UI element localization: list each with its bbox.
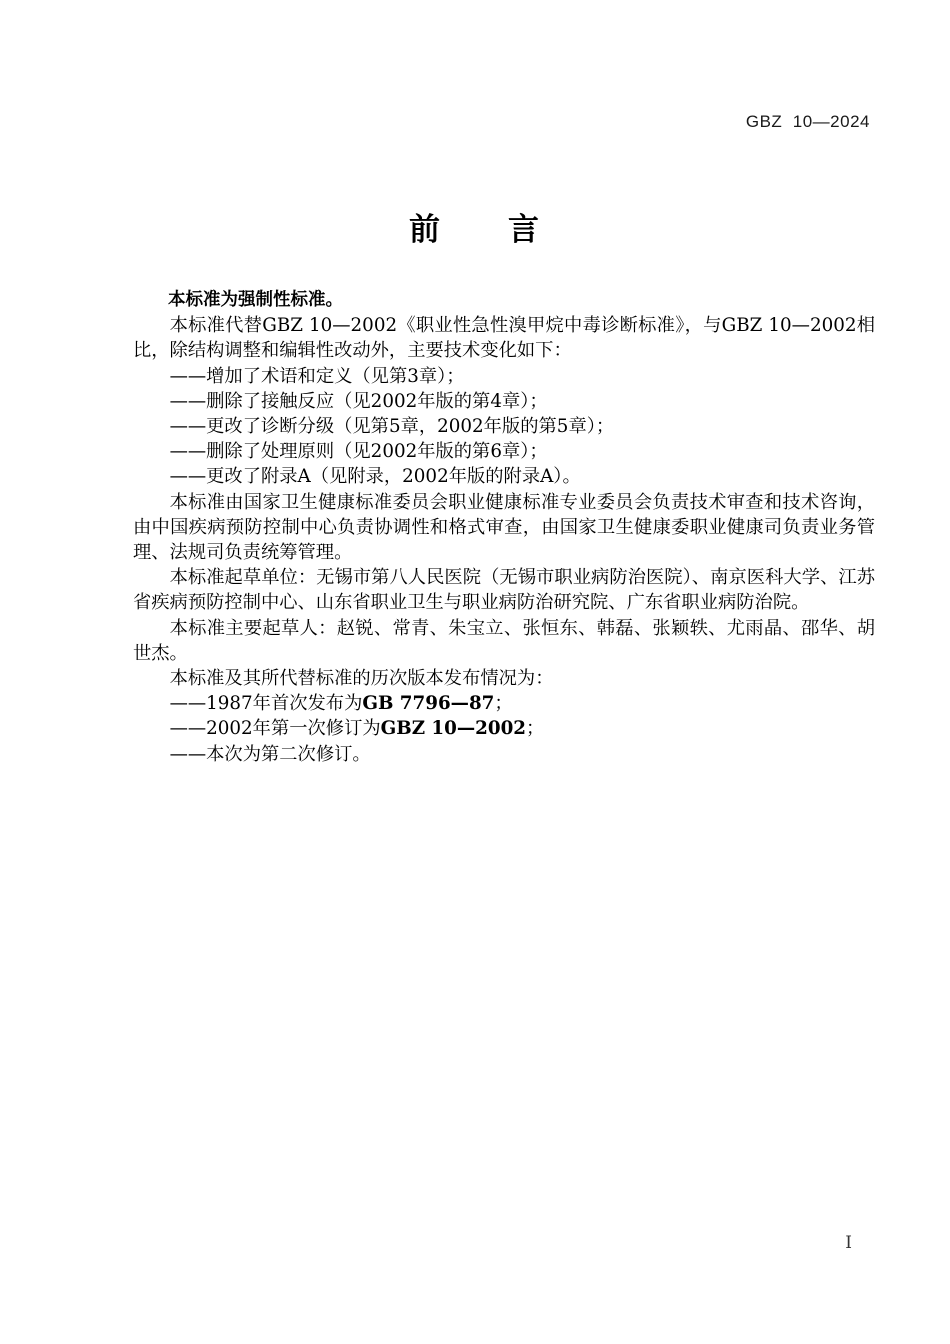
history-item-2 (133, 716, 875, 741)
foreword-body (133, 288, 875, 767)
history-item-2-suffix: ； (526, 718, 545, 740)
history-item-3-prefix: ——本次为第二次修订。 (169, 743, 371, 765)
drafters-paragraph: 本标准主要起草人：赵锐、常青、朱宝立、张恒东、韩磊、张颖轶、尤雨晶、邵华、胡世杰。 (133, 617, 875, 664)
running-header-standard-code: GBZ 10—2024 (745, 112, 870, 131)
change-item-3: ——更改了诊断分级（见第5章，2002年版的第5章）； (169, 416, 615, 438)
change-item-4: ——删除了处理原则（见2002年版的第6章）； (169, 441, 548, 463)
history-item-1-suffix: ； (494, 693, 513, 715)
page-title: 前 言 (409, 212, 541, 248)
history-intro-paragraph: 本标准及其所代替标准的历次版本发布情况为： (169, 668, 554, 690)
drafting-units-paragraph: 本标准起草单位：无锡市第八人民医院（无锡市职业病防治医院）、南京医科大学、江苏省疾病预防控制中心、山东省职业卫生与职业病防治研究院、广东省职业病防治院。 (133, 567, 875, 614)
replacement-text-part3: 相比，除结构调整和编辑性改动外，主要技术变化如下： (133, 315, 876, 362)
change-item-2: ——删除了接触反应（见2002年版的第4章）； (169, 390, 548, 412)
history-item-1 (133, 691, 875, 716)
replaced-standard-code-2: GBZ 10—2002 (721, 315, 857, 337)
management-paragraph: 本标准由国家卫生健康标准委员会职业健康标准专业委员会负责技术审查和技术咨询，由中国疾病预防控制中心负责协调性和格式审查，由国家卫生健康委职业健康司负责业务管理、法规司负责统筹管理。 (133, 491, 875, 564)
replacement-paragraph (133, 313, 875, 363)
replacement-text-part2: 《职业性急性溴甲烷中毒诊断标准》，与 (397, 315, 722, 337)
mandatory-statement-paragraph: 本标准为强制性标准。 (168, 290, 343, 310)
change-item-5: ——更改了附录A（见附录，2002年版的附录A）。 (169, 466, 581, 488)
page-number-footer: I (845, 1233, 852, 1253)
history-item-3 (133, 742, 875, 767)
history-item-2-code: GBZ 10—2002 (380, 718, 527, 740)
change-item-1: ——增加了术语和定义（见第3章）； (169, 365, 465, 387)
replacement-text-part1: 本标准代替 (169, 315, 263, 337)
history-item-1-code: GB 7796—87 (362, 693, 495, 715)
replaced-standard-code: GBZ 10—2002 (262, 315, 398, 337)
history-item-1-prefix: ——1987年首次发布为 (169, 693, 363, 715)
history-item-2-prefix: ——2002年第一次修订为 (169, 718, 381, 740)
